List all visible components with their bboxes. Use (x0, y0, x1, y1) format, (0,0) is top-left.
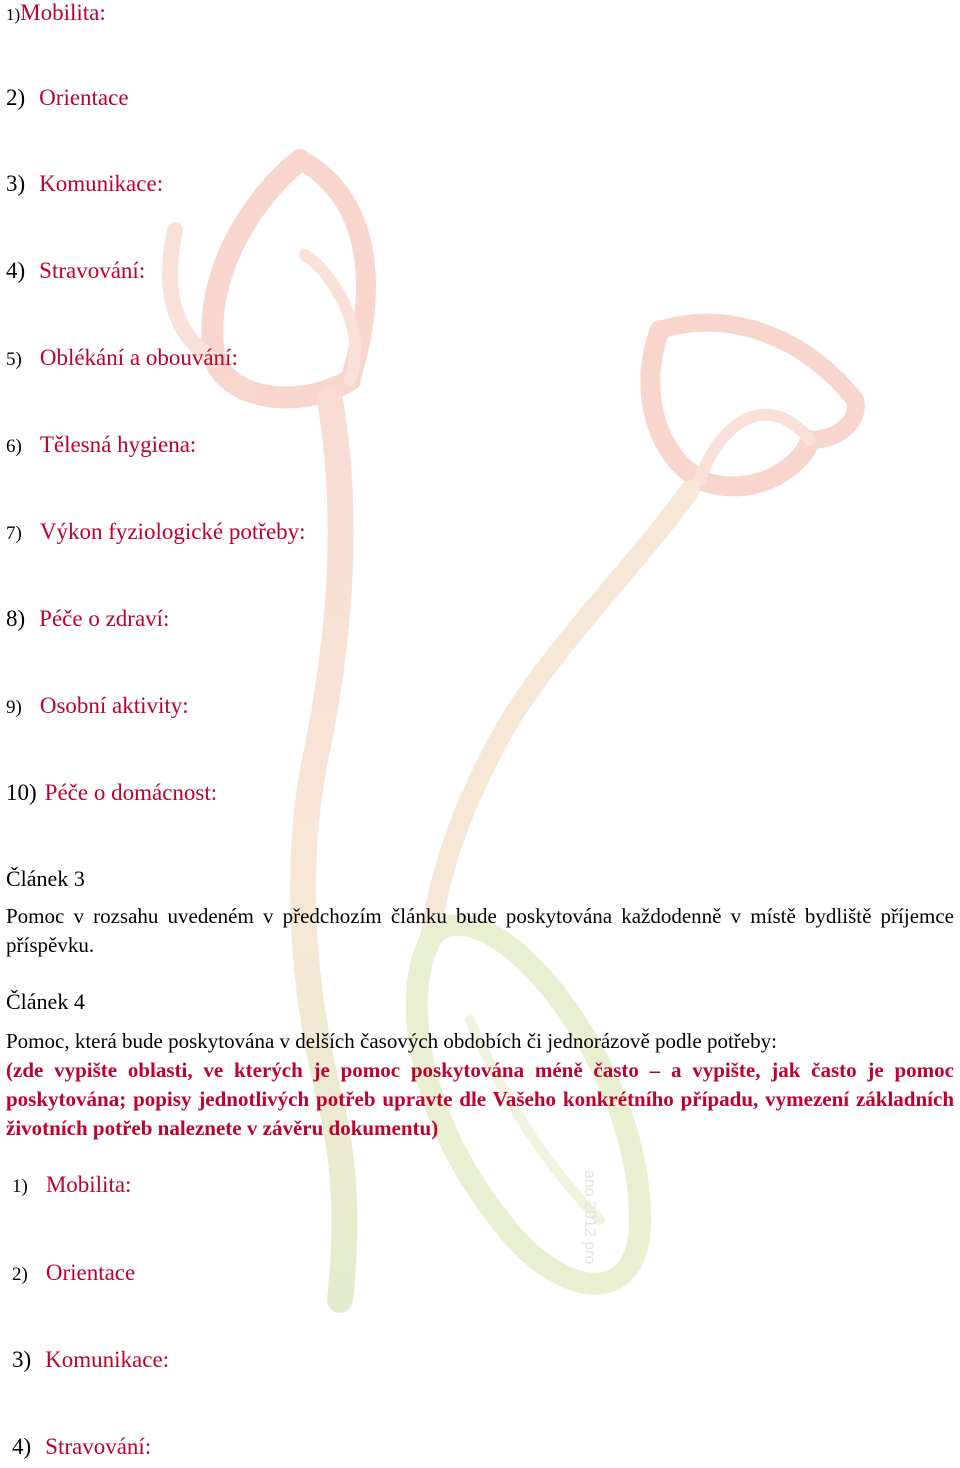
article3-heading: Článek 3 (6, 866, 85, 891)
list-item (6, 0, 106, 26)
article4-heading: Článek 4 (6, 989, 85, 1014)
list-label: Osobní aktivity: (39, 693, 189, 718)
list-label: Stravování: (39, 258, 146, 283)
list-number: 9) (6, 697, 22, 718)
list-label: Oblékání a obouvání: (39, 345, 238, 370)
list-number: 5) (6, 349, 22, 370)
list-number: 1) (12, 1176, 28, 1197)
list-item (12, 1434, 151, 1460)
list-item (6, 519, 306, 545)
list-item (6, 780, 217, 806)
list-label: Mobilita: (45, 1172, 132, 1197)
list-item (6, 693, 189, 719)
article4-text: Pomoc, která bude poskytována v delších časových obdobích či jednorázově podle potřeby: (6, 1029, 777, 1053)
list-label: Mobilita: (20, 0, 106, 25)
list-item (12, 1172, 131, 1198)
list-label: Péče o domácnost: (44, 780, 218, 805)
list-item (12, 1347, 169, 1373)
list-number: 3) (12, 1347, 32, 1372)
list-number: 3) (6, 171, 26, 196)
list-number: 4) (6, 258, 26, 283)
article3-text: Pomoc v rozsahu uvedeném v předchozím článku bude poskytována každodenně v místě bydliště příjemce příspěvku. (6, 904, 954, 957)
list-label: Tělesná hygiena: (39, 432, 197, 457)
list-label: Péče o zdraví: (39, 606, 170, 631)
list-number: 10) (6, 780, 37, 805)
list-number: 2) (12, 1264, 28, 1285)
list-number: 6) (6, 436, 22, 457)
article4-note: (zde vypište oblasti, ve kterých je pomoc poskytována méně často – a vypište, jak často je pomoc poskytována; popisy jednotlivých potřeb upravte dle Vašeho konkrétního případu, vymezení základních životních potřeb naleznete v závěru dokumentu) (6, 1058, 954, 1140)
list-number: 8) (6, 606, 26, 631)
list-number: 4) (12, 1434, 32, 1459)
list-label: Výkon fyziologické potřeby: (39, 519, 306, 544)
list-label: Orientace (39, 85, 129, 110)
list-item (6, 345, 238, 371)
list-item (12, 1260, 135, 1286)
list-item (6, 432, 196, 458)
list-item (6, 171, 163, 197)
list-item (6, 85, 129, 111)
list-label: Komunikace: (45, 1347, 170, 1372)
list-label: Orientace (45, 1260, 136, 1285)
watermark-stamp-text: ano 2012 pro (581, 1170, 598, 1265)
list-label: Komunikace: (39, 171, 164, 196)
list-label: Stravování: (45, 1434, 152, 1459)
list-number: 7) (6, 523, 22, 544)
list-item (6, 606, 169, 632)
list-number: 1) (6, 5, 21, 24)
list-number: 2) (6, 85, 26, 110)
list-item (6, 258, 145, 284)
